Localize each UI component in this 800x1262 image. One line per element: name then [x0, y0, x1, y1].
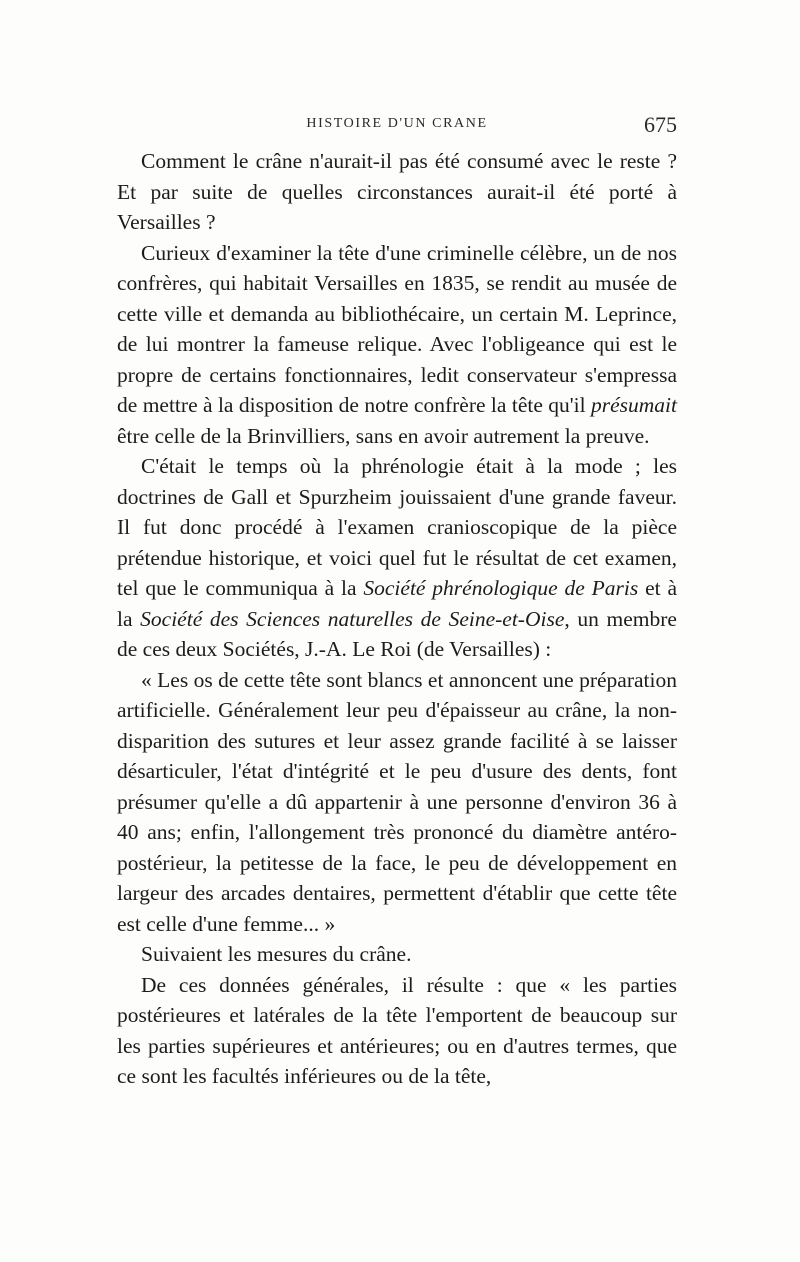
paragraph-3-italic-societe-sciences: Société des Sciences naturelles de Seine-et-Oise	[140, 606, 565, 631]
running-title: HISTOIRE D'UN CRANE	[306, 116, 488, 131]
paragraph-2-text-end: être celle de la Brinvilliers, sans en avoir autrement la preuve.	[117, 423, 650, 448]
running-head	[117, 112, 677, 142]
paragraph-2-text-start: Curieux d'examiner la tête d'une criminelle célèbre, un de nos confrères, qui habitait Versailles en 1835, se rendit au musée de cette ville et demanda au bibliothécaire, un certain M. Leprince, de lui montrer la fameuse relique. Avec l'obligeance qui est le propre de certains fonctionnaires, ledit conservateur s'empressa de mettre à la disposition de notre confrère la tête qu'il	[117, 240, 677, 417]
paragraph-4-quotation	[117, 665, 677, 940]
paragraph-3-text-start: C'était le temps où la phrénologie était à la mode ; les doctrines de Gall et Spurzheim jouissaient d'une grande faveur. Il fut donc procédé à l'examen cranioscopique de la pièce prétendue historique, et voici quel fut le résultat de cet examen, tel que le communiqua à la	[117, 454, 677, 600]
paragraph-5	[117, 939, 677, 970]
paragraph-3-text-end: , un membre de ces deux Sociétés, J.-A. Le Roi (de Versailles) :	[117, 606, 677, 661]
body-text	[117, 146, 677, 1092]
paragraph-4-text: « Les os de cette tête sont blancs et annoncent une préparation artificielle. Généralement leur peu d'épaisseur au crâne, la non-disparition des sutures et leur assez grande facilité à se laisser désarticuler, l'état d'intégrité et le peu d'usure des dents, font présumer qu'elle a dû appartenir à une personne d'environ 36 à 40 ans; enfin, l'allongement très prononcé du diamètre antéro-postérieur, la petitesse de la face, le peu de développement en largeur des arcades dentaires, permettent d'établir que cette tête est celle d'une femme... »	[117, 667, 677, 936]
paragraph-2-italic-presumait: présumait	[591, 393, 677, 417]
paragraph-3	[117, 451, 677, 665]
paragraph-3-text-middle: et à la	[117, 576, 677, 631]
paragraph-6-text: De ces données générales, il résulte : que « les parties postérieures et latérales de la tête l'emportent de beaucoup sur les parties supérieures et antérieures; ou en d'autres termes, que ce sont les facultés inférieures ou de la tête,	[117, 972, 677, 1088]
page-number: 675	[644, 112, 677, 137]
paragraph-6	[117, 970, 677, 1092]
paragraph-1	[117, 146, 677, 238]
paragraph-3-italic-societe-phrenologique: Société phrénologique de Paris	[363, 576, 639, 600]
paragraph-2	[117, 238, 677, 452]
paragraph-1-text: Comment le crâne n'aurait-il pas été consumé avec le reste ? Et par suite de quelles circonstances aurait-il été porté à Versailles ?	[117, 149, 677, 234]
paragraph-5-text: Suivaient les mesures du crâne.	[141, 942, 412, 966]
